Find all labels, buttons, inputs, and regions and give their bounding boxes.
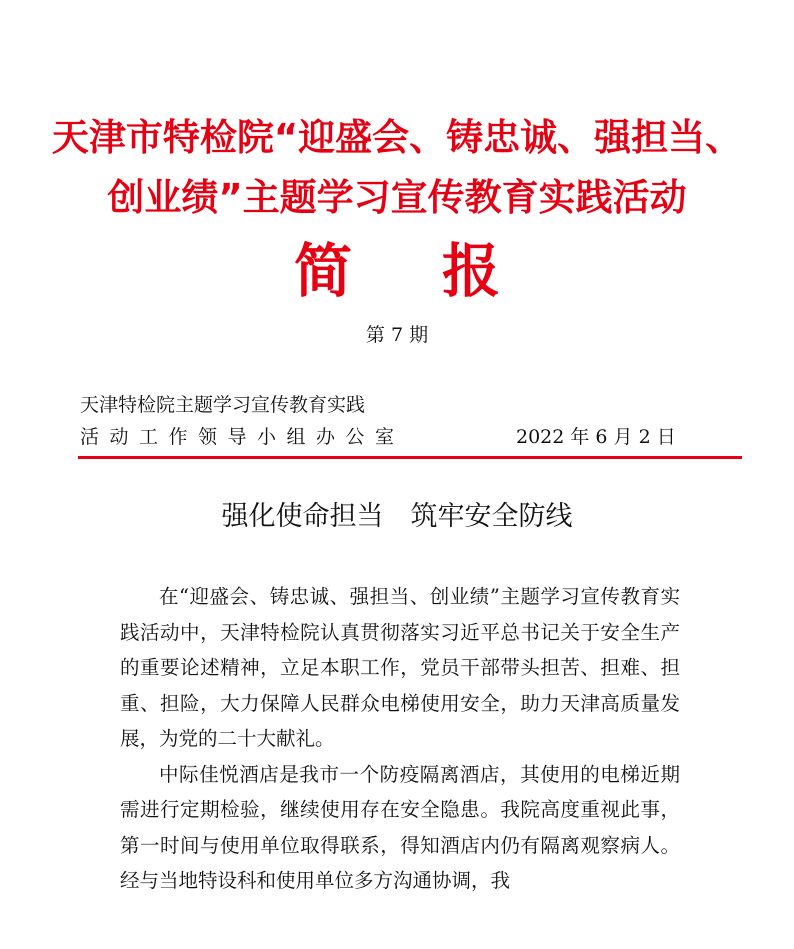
masthead-title-line-2: 创业绩”主题学习宣传教育实践活动: [107, 176, 687, 219]
issue-date: 2022 年 6 月 2 日: [516, 426, 676, 448]
article-paragraph: 在“迎盛会、铸忠诚、强担当、创业绩”主题学习宣传教育实践活动中，天津特检院认真贯彻落实习近平总书记关于安全生产的重要论述精神，立足本职工作，党员干部带头担苦、担难、担重、担险，大力保障人民群众电梯使用安全，助力天津高质量发展，为党的二十大献礼。: [120, 585, 680, 750]
issuer-line-1: 天津特检院主题学习宣传教育实践: [80, 394, 366, 416]
article-title: 强化使命担当 筑牢安全防线: [221, 501, 573, 532]
issuer-line-2: 活动工作领导小组办公室: [80, 426, 405, 448]
masthead-brief-label: 简报: [293, 237, 590, 305]
red-divider: [78, 456, 742, 459]
article-paragraph: 中际佳悦酒店是我市一个防疫隔离酒店，其使用的电梯近期需进行定期检验，继续使用存在安全隐患。我院高度重视此事，第一时间与使用单位取得联系，得知酒店内仍有隔离观察病人。经与当地特设科和使用单位多方沟通协调，我: [120, 762, 680, 892]
issue-number: 第 7 期: [365, 324, 429, 346]
masthead-title-line-1: 天津市特检院“迎盛会、铸忠诚、强担当、: [51, 116, 743, 159]
article-body: [120, 579, 680, 899]
masthead: [0, 108, 794, 228]
